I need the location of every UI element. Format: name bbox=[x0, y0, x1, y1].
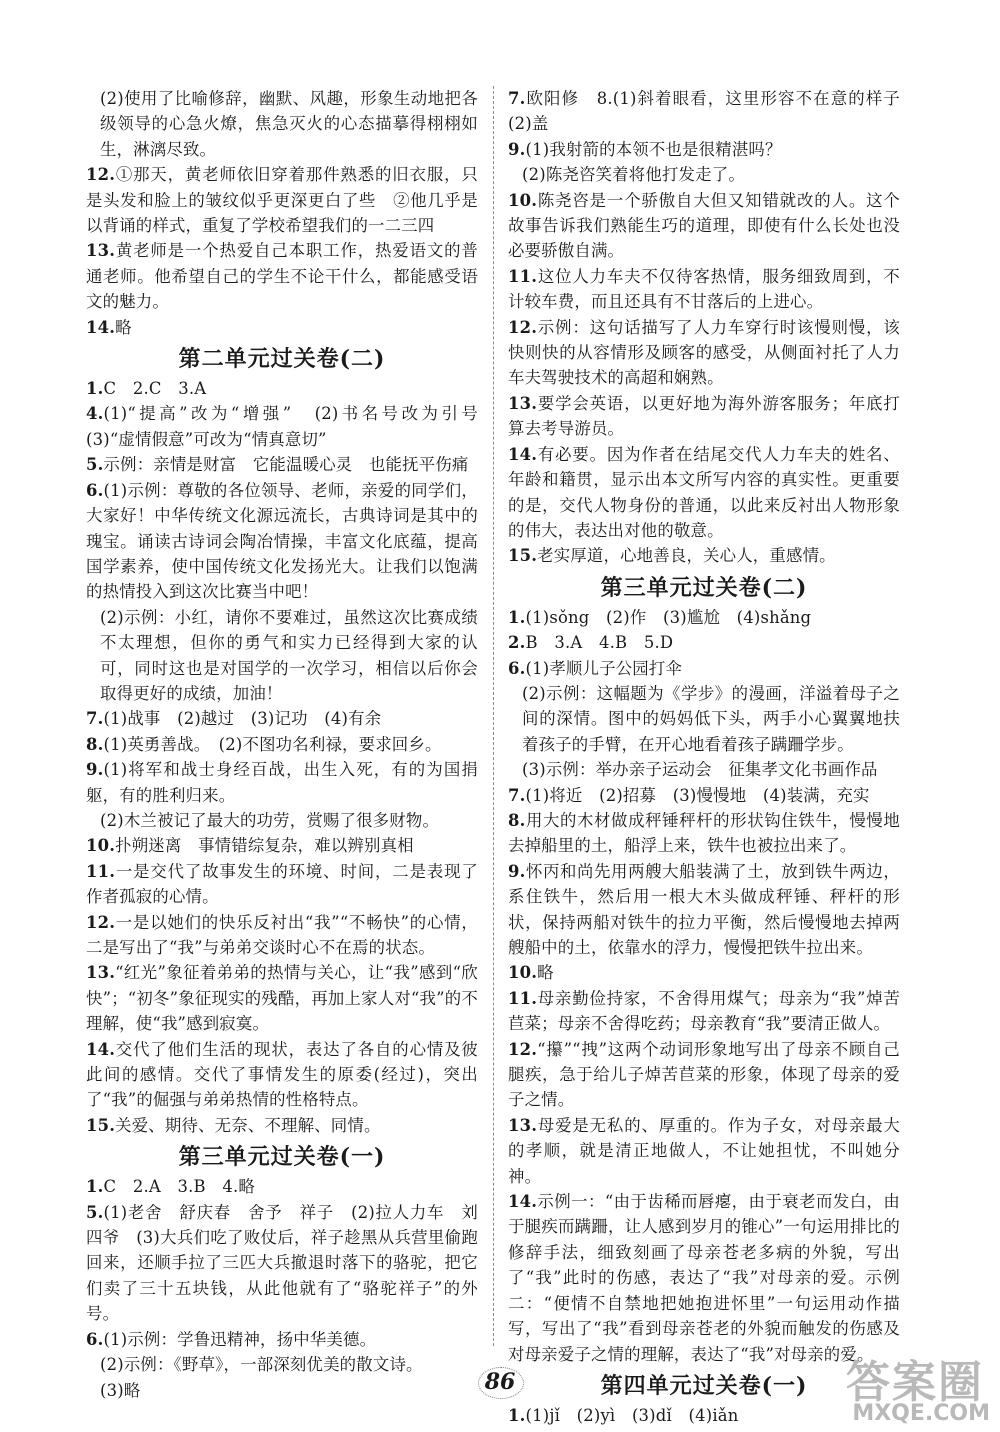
answer-item bbox=[508, 808, 900, 859]
answer-item bbox=[86, 757, 478, 808]
answer-text: (1)我射箭的本领不也是很精湛吗？ bbox=[525, 139, 782, 159]
answer-number: 9. bbox=[508, 861, 526, 881]
answer-text: B 3.A 4.B 5.D bbox=[525, 633, 674, 653]
answer-item bbox=[86, 1378, 478, 1403]
answer-number: 15. bbox=[508, 546, 538, 566]
answer-number: 6. bbox=[508, 658, 526, 678]
answer-text: (2)使用了比喻修辞，幽默、风趣，形象生动地把各级领导的心急火燎，焦急灭火的心态描摹得栩栩如生，淋漓尽致。 bbox=[100, 89, 478, 159]
answer-text: 略 bbox=[537, 963, 554, 983]
answer-number: 12. bbox=[86, 165, 116, 185]
answer-item bbox=[86, 162, 478, 238]
answer-text: (1)老舍 舒庆春 舍予 祥子 (2)拉人力车 刘四爷 (3)大兵们吃了败仗后，祥子趁黑从兵营里偷跑回来，还顺手拉了三匹大兵撤退时落下的骆驼，把它们卖了三十五块钱，从此他就有了“骆驼祥子”的外号。 bbox=[86, 1202, 478, 1324]
answer-text: 关爱、期待、无奈、不理解、同情。 bbox=[115, 1115, 381, 1135]
answer-number: 14. bbox=[86, 1039, 116, 1059]
left-column bbox=[86, 86, 495, 1403]
answer-number: 6. bbox=[86, 1329, 104, 1349]
answer-text: ①那天，黄老师依旧穿着那件熟悉的旧衣服，只是头发和脸上的皱纹似乎更深更白了些 ②他几乎是以背诵的样式，重复了学校希望我们的一二三四 bbox=[86, 165, 478, 236]
answer-text: (1)“提高”改为“增强” (2)书名号改为引号 (3)“虚情假意”可改为“情真意切” bbox=[86, 404, 495, 449]
answer-item bbox=[508, 264, 900, 315]
answer-item bbox=[86, 315, 478, 340]
answer-text: C 2.C 3.A bbox=[103, 379, 207, 399]
answer-text: (1)英勇善战。 (2)不图功名利禄，要求回乡。 bbox=[103, 734, 442, 754]
answer-text: 一是交代了故事发生的环境、时间，二是表现了作者孤寂的心情。 bbox=[86, 861, 478, 907]
answer-item bbox=[508, 783, 900, 808]
answer-text: (2)陈尧咨笑着将他打发走了。 bbox=[522, 165, 745, 185]
answer-item bbox=[508, 188, 900, 264]
answer-text: 一是以她们的快乐反衬出“我”“不畅快”的心情，二是写出了“我”与弟弟交谈时心不在焉的状态。 bbox=[86, 912, 478, 957]
answer-text: 母爱是无私的、厚重的。作为子女，对母亲最大的孝顺，就是清正地做人，不让她担忧，不叫她分神。 bbox=[508, 1115, 900, 1186]
answer-text: 这位人力车夫不仅待客热情，服务细致周到，不计较车费，而且还具有不甘落后的上进心。 bbox=[508, 266, 900, 312]
answer-text: “攥”“拽”这两个动词形象地写出了母亲不顾自己腿疾，急于给儿子焯苦苣菜的形象，体现了母亲的爱子之情。 bbox=[508, 1039, 900, 1110]
watermark-title: 答案圈 bbox=[846, 1357, 984, 1408]
answer-number: 7. bbox=[508, 89, 526, 108]
answer-item bbox=[86, 808, 478, 833]
section-heading: 第二单元过关卷(二) bbox=[178, 346, 386, 373]
answer-number: 14. bbox=[508, 1192, 538, 1212]
answer-item bbox=[86, 859, 478, 910]
answer-item bbox=[86, 960, 478, 1036]
answer-item bbox=[86, 605, 478, 707]
section-heading: 第四单元过关卷(一) bbox=[600, 1372, 808, 1399]
answer-text: (2)示例：这幅题为《学步》的漫画，洋溢着母子之间的深情。图中的妈妈低下头，两手小心翼翼地扶着孩子的手臂，在开心地看着孩子蹒跚学步。 bbox=[522, 683, 900, 754]
watermark-url: MXQE.COM bbox=[852, 1401, 990, 1426]
answer-item bbox=[508, 605, 900, 630]
answer-item bbox=[508, 162, 900, 187]
answer-item bbox=[508, 681, 900, 757]
answer-number: 1. bbox=[508, 607, 526, 627]
section-heading: 第三单元过关卷(一) bbox=[178, 1144, 386, 1171]
answer-text: (3)示例：举办亲子运动会 征集孝文化书画作品 bbox=[522, 760, 878, 780]
answer-item bbox=[508, 1113, 900, 1189]
watermark-logo bbox=[822, 1346, 992, 1426]
answer-text: (1)将近 (2)招募 (3)慢慢地 (4)装满，充实 bbox=[525, 785, 870, 805]
answer-number: 7. bbox=[86, 709, 104, 729]
answer-item bbox=[86, 706, 478, 731]
answer-text: 母亲勤俭持家，不舍得用煤气；母亲为“我”焯苦苣菜；母亲不舍得吃药；母亲教育“我”要清正做人。 bbox=[508, 988, 900, 1034]
answer-text: (2)示例：《野草》，一部深刻优美的散文诗。 bbox=[100, 1355, 423, 1375]
answer-item bbox=[86, 1352, 478, 1377]
answer-number: 11. bbox=[508, 988, 538, 1008]
answer-text: 交代了他们生活的现状，表达了各自的心情及彼此间的感情。交代了事情发生的原委(经过)，突出了“我”的倔强与弟弟热情的性格特点。 bbox=[86, 1039, 478, 1110]
answer-item bbox=[86, 478, 478, 605]
answer-number: 10. bbox=[508, 963, 538, 983]
answer-item bbox=[508, 391, 900, 442]
answer-number: 8. bbox=[508, 810, 526, 830]
answer-item bbox=[86, 86, 478, 162]
answer-number: 13. bbox=[86, 241, 116, 261]
answer-number: 10. bbox=[508, 190, 538, 210]
answer-number: 5. bbox=[86, 455, 104, 475]
answer-text: 黄老师是一个热爱自己本职工作，热爱语文的普通老师。他希望自己的学生不论干什么，都能感受语文的魅力。 bbox=[86, 241, 478, 312]
answer-text: (1)示例：尊敬的各位领导、老师，亲爱的同学们，大家好！中华传统文化源远流长，古典诗词是其中的瑰宝。诵读古诗词会陶冶情操，丰富文化底蕴，提高国学素养，使中国传统文化发扬光大。让我们以饱满的热情投入到这次比赛当中吧！ bbox=[86, 480, 478, 602]
answer-item bbox=[86, 452, 478, 477]
answer-item bbox=[508, 1189, 900, 1367]
answer-number: 7. bbox=[508, 785, 526, 805]
answer-number: 15. bbox=[86, 1115, 116, 1135]
answer-number: 2. bbox=[508, 633, 526, 653]
answer-item bbox=[86, 1200, 478, 1327]
answer-number: 12. bbox=[508, 1039, 538, 1059]
answer-text: 要学会英语，以更好地为海外游客服务；年底打算去考导游员。 bbox=[508, 393, 900, 439]
answer-item bbox=[86, 401, 495, 452]
section-heading: 第三单元过关卷(二) bbox=[600, 574, 808, 601]
answer-number: 1. bbox=[508, 1405, 526, 1425]
answer-item bbox=[86, 1327, 478, 1352]
answer-text: (2)示例：小红，请你不要难过，虽然这次比赛成绩不太理想，但你的勇气和实力已经得到大家的认可，同时这也是对国学的一次学习，相信以后你会取得更好的成绩，加油！ bbox=[100, 607, 478, 703]
answer-item bbox=[86, 376, 478, 401]
answer-item bbox=[86, 732, 478, 757]
answer-text: 老实厚道，心地善良，关心人，重感情。 bbox=[537, 546, 836, 566]
answer-text: (1)孝顺儿子公园打伞 bbox=[525, 658, 683, 678]
answer-item bbox=[508, 960, 900, 985]
answer-number: 6. bbox=[86, 480, 104, 500]
answer-text: (2)木兰被记了最大的功劳，赏赐了很多财物。 bbox=[100, 810, 440, 830]
answer-item bbox=[508, 315, 900, 391]
answer-number: 13. bbox=[86, 963, 116, 983]
answer-text: 陈尧咨是一个骄傲自大但又知错就改的人。这个故事告诉我们熟能生巧的道理，即使有什么长处也没必要骄傲自满。 bbox=[508, 190, 900, 261]
answer-text: 扑朔迷离 事情错综复杂，难以辨别真相 bbox=[115, 836, 414, 856]
answer-number: 12. bbox=[508, 317, 538, 337]
answer-item bbox=[508, 543, 900, 568]
answer-item bbox=[508, 656, 900, 681]
answer-text: “红光”象征着弟弟的热情与关心，让“我”感到“欣快”；“初冬”象征现实的残酷，再加上家人对“我”的不理解，使“我”感到寂寞。 bbox=[86, 963, 478, 1034]
answer-number: 5. bbox=[86, 1202, 104, 1222]
answer-item bbox=[86, 833, 478, 858]
answer-number: 4. bbox=[86, 404, 104, 424]
answer-number: 11. bbox=[508, 266, 538, 286]
answer-item bbox=[508, 137, 900, 162]
answer-number: 12. bbox=[86, 912, 116, 932]
answer-text: 示例一：“由于齿稀而唇瘪，由于衰老而发白，由于腿疾而蹒跚，让人感到岁月的锥心”一句运用排比的修辞手法，细致刻画了母亲苍老多病的外貌，写出了“我”此时的伤感，表达了“我”对母亲的爱。示例二：“便情不自禁地把她抱进怀里”一句运用动作描写，写出了“我”看到母亲苍老的外貌而触发的伤感及对母亲爱子之情的理解，表达了“我”对母亲的爱。 bbox=[508, 1192, 900, 1364]
page-number: 86 bbox=[460, 1364, 540, 1400]
answer-number: 8. bbox=[86, 734, 104, 754]
answer-text: 示例：这句话描写了人力车穿行时该慢则慢，该快则快的从容情形及顾客的感受，从侧面衬托了人力车夫驾驶技术的高超和娴熟。 bbox=[508, 317, 900, 388]
answer-item bbox=[508, 1037, 900, 1113]
answer-number: 11. bbox=[86, 861, 116, 881]
answer-item bbox=[508, 630, 900, 655]
answer-item bbox=[86, 238, 478, 314]
answer-item bbox=[508, 859, 900, 961]
answer-item bbox=[508, 86, 917, 137]
answer-text: (1)示例：学鲁迅精神，扬中华美德。 bbox=[103, 1329, 377, 1349]
answer-number: 13. bbox=[508, 1115, 538, 1135]
answer-number: 1. bbox=[86, 379, 104, 399]
answer-number: 1. bbox=[86, 1177, 104, 1197]
answer-text: (1)sǒng (2)作 (3)尴尬 (4)shǎng bbox=[525, 607, 812, 627]
answer-text: (1)战事 (2)越过 (3)记功 (4)有余 bbox=[103, 709, 382, 729]
answer-text: (3)略 bbox=[100, 1380, 141, 1400]
answer-number: 9. bbox=[86, 760, 104, 780]
answer-text: 有必要。因为作者在结尾交代人力车夫的姓名、年龄和籍贯，显示出本文所写内容的真实性。更重要的是，交代人物身份的普通，以此来反衬出人物形象的伟大，表达出对他的敬意。 bbox=[508, 444, 900, 540]
answer-number: 14. bbox=[86, 317, 116, 337]
answer-text: C 2.A 3.B 4.略 bbox=[103, 1177, 256, 1197]
answer-text: (1)jǐ (2)yì (3)dǐ (4)iǎn bbox=[525, 1405, 739, 1425]
answer-text: 欧阳修 8.(1)斜着眼看，这里形容不在意的样子 (2)盖 bbox=[508, 89, 917, 134]
answer-number: 9. bbox=[508, 139, 526, 159]
answer-item bbox=[86, 910, 478, 961]
answer-number: 14. bbox=[508, 444, 538, 464]
answer-text: 示例：亲情是财富 它能温暖心灵 也能抚平伤痛 bbox=[103, 455, 469, 475]
answer-item bbox=[86, 1037, 478, 1113]
answer-text: 怀丙和尚先用两艘大船装满了土，放到铁牛两边，系住铁牛，然后用一根大木头做成秤锤、秤杆的形状，保持两船对铁牛的拉力平衡，然后慢慢地去掉两艘船中的土，依靠水的浮力，慢慢把铁牛拉出来。 bbox=[508, 861, 900, 957]
answer-text: 略 bbox=[115, 317, 132, 337]
column-divider bbox=[493, 86, 494, 1346]
answer-text: 用大的木材做成秤锤秤杆的形状钩住铁牛，慢慢地去掉船里的土，船浮上来，铁牛也被拉出来了。 bbox=[508, 810, 900, 856]
answer-item bbox=[508, 986, 900, 1037]
answer-item bbox=[508, 442, 900, 544]
answer-number: 10. bbox=[86, 836, 116, 856]
answer-item bbox=[86, 1113, 478, 1138]
answer-text: (1)将军和战士身经百战，出生入死，有的为国捐躯，有的胜利归来。 bbox=[86, 760, 478, 805]
answer-item bbox=[508, 757, 900, 782]
answer-number: 13. bbox=[508, 393, 538, 413]
answer-item bbox=[86, 1174, 478, 1199]
